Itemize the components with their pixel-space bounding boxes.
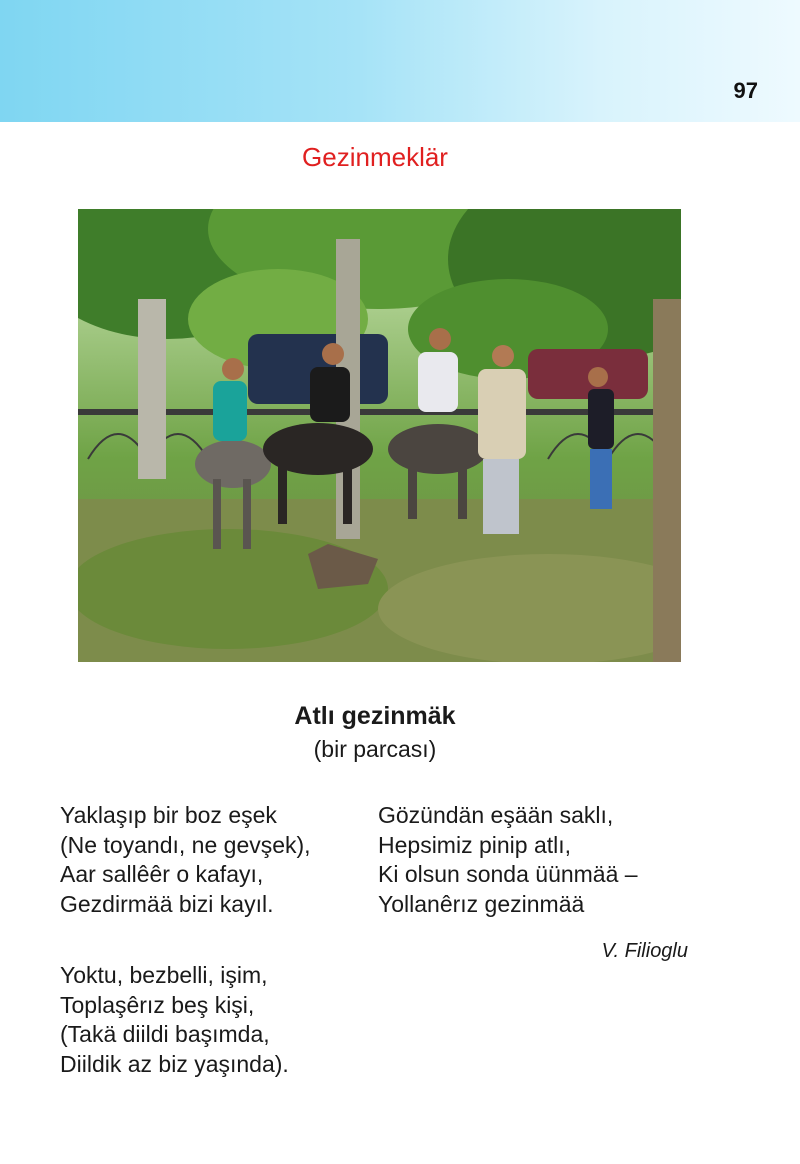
page-number: 97 [733, 78, 758, 103]
poem-title: Atlı gezinmäk [294, 702, 456, 730]
poem-line: Hepsimiz pinip atlı, [378, 831, 572, 858]
poem-line: Aar sallêêr o kafayı, [60, 861, 264, 887]
stanza-3 [378, 801, 638, 919]
poem-line: Gezdirmää bizi kayıl. [60, 890, 274, 917]
poem-line: Yaklaşıp bir boz eşek [60, 802, 277, 828]
poem-line: (Ne toyandı, ne gevşek), [60, 831, 311, 858]
poem-line: Yoktu, bezbelli, işim, [60, 962, 268, 988]
poem-line: Gözündän eşään saklı, [378, 802, 614, 828]
poem-author: V. Filioglu [601, 940, 688, 962]
poem-line: Diildik az biz yaşında). [60, 1050, 289, 1077]
poem-line: Toplaşêrız beş kişi, [60, 991, 255, 1018]
header-band [0, 0, 800, 122]
section-title: Gezinmeklär [302, 142, 448, 172]
poem-line: Yollanêrız gezinmää [378, 890, 585, 917]
stanza-1 [60, 801, 311, 919]
poem-subtitle: (bir parcası) [313, 736, 437, 762]
poem-line: (Takä diildi başımda, [60, 1021, 270, 1047]
stanza-2 [60, 961, 289, 1079]
poem-line: Ki olsun sonda üünmää – [378, 861, 638, 887]
photo-donkey-ride [78, 209, 681, 662]
